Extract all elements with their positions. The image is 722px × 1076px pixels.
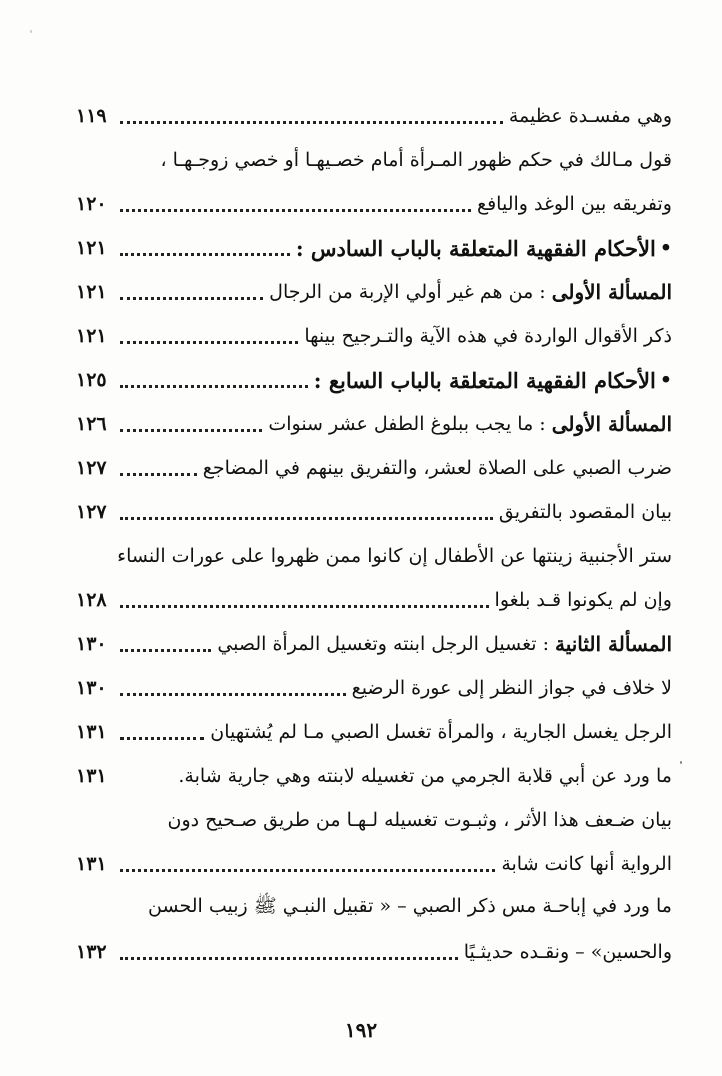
entry-text: ذكر الأقوال الواردة في هذه الآية والتـرجيح بينها bbox=[304, 325, 672, 347]
page-number: ١٢١ bbox=[76, 281, 107, 303]
page-number: ١٢٧ bbox=[76, 501, 107, 523]
section-heading-text: الأحكام الفقهية المتعلقة بالباب السادس : bbox=[295, 235, 656, 261]
toc-entry bbox=[76, 668, 672, 708]
entry-text: ما ورد في إباحـة مس ذكر الصبي – « تقبيل النبـي ﷺ زبيب الحسن bbox=[148, 895, 672, 917]
entry-text: وتفريقه بين الوغد واليافع bbox=[476, 193, 672, 215]
page-number: ١٢٦ bbox=[76, 413, 107, 435]
leader-gap bbox=[120, 781, 172, 784]
dot-leader bbox=[120, 517, 493, 520]
toc-entry bbox=[76, 184, 672, 224]
dot-leader bbox=[120, 693, 346, 696]
entry-text: : تغسيل الرجل ابنته وتغسيل المرأة الصبي bbox=[217, 633, 549, 655]
bullet-icon: • bbox=[659, 237, 672, 259]
print-speck bbox=[30, 30, 32, 33]
entry-text: الرواية أنها كانت شابة bbox=[501, 853, 672, 875]
toc-entry bbox=[76, 580, 672, 620]
toc-entry bbox=[76, 800, 672, 840]
entry-text: وهي مفسـدة عظيمة bbox=[508, 105, 672, 127]
entry-text: الرجل يغسل الجارية ، والمرأة تغسل الصبي مـا لم يُشتهيان bbox=[210, 721, 672, 743]
dot-leader bbox=[120, 605, 489, 608]
dot-leader bbox=[120, 649, 211, 652]
page-number: ١٢٠ bbox=[76, 193, 107, 215]
toc-entry bbox=[76, 888, 672, 928]
dot-leader bbox=[120, 473, 197, 476]
dot-leader bbox=[120, 385, 308, 388]
entry-text: : من هم غير أولي الإربة من الرجال bbox=[269, 281, 546, 303]
toc-entry bbox=[76, 536, 672, 576]
dot-leader bbox=[120, 957, 458, 960]
toc-entry bbox=[76, 448, 672, 488]
toc-entry bbox=[76, 404, 672, 444]
entry-text: قول مـالك في حكم ظهور المـرأة أمام خصـيهـا أو خصي زوجـهـا ، bbox=[160, 149, 672, 171]
page-number: ١٣١ bbox=[76, 765, 107, 787]
toc-entry bbox=[76, 272, 672, 312]
entry-text: ضرب الصبي على الصلاة لعشر، والتفريق بينهم في المضاجع bbox=[202, 457, 672, 479]
section-heading-text: الأحكام الفقهية المتعلقة بالباب السابع : bbox=[313, 367, 656, 393]
issue-label: المسألة الأولى bbox=[551, 280, 672, 304]
issue-label: المسألة الأولى bbox=[551, 412, 672, 436]
entry-text: ما ورد عن أبي قلابة الجرمي من تغسيله لابنته وهي جارية شابة. bbox=[178, 765, 672, 787]
toc-entry bbox=[76, 316, 672, 356]
print-speck bbox=[680, 761, 682, 764]
page-number: ١١٩ bbox=[76, 105, 107, 127]
page-number: ١٢١ bbox=[76, 325, 107, 347]
page-number: ١٢١ bbox=[76, 237, 107, 259]
toc-entry bbox=[76, 844, 672, 884]
dot-leader bbox=[120, 297, 263, 300]
entry-text: بيان المقصود بالتفريق bbox=[498, 501, 672, 523]
dot-leader bbox=[120, 429, 262, 432]
page-number: ١٣٢ bbox=[76, 941, 107, 963]
dot-leader bbox=[120, 341, 298, 344]
toc-entry bbox=[76, 756, 672, 796]
dot-leader bbox=[120, 869, 495, 872]
toc-entry bbox=[76, 96, 672, 136]
entry-text: لا خلاف في جواز النظر إلى عورة الرضيع bbox=[351, 677, 672, 699]
entry-text: ستر الأجنبية زينتها عن الأطفال إن كانوا ممن ظهروا على عورات النساء bbox=[117, 545, 672, 567]
issue-label: المسألة الثانية bbox=[554, 632, 672, 656]
page-number: ١٣٠ bbox=[76, 677, 107, 699]
toc-entry bbox=[76, 492, 672, 532]
page-number: ١٢٥ bbox=[76, 369, 107, 391]
toc-section-heading bbox=[76, 360, 672, 400]
page-number: ١٣١ bbox=[76, 853, 107, 875]
entry-text: والحسين» – ونقـده حديثـيًا bbox=[463, 941, 672, 963]
page-number: ١٣١ bbox=[76, 721, 107, 743]
dot-leader bbox=[120, 209, 471, 212]
dot-leader bbox=[120, 121, 503, 124]
dot-leader bbox=[120, 253, 290, 256]
toc-entry bbox=[76, 624, 672, 664]
page-number: ١٣٠ bbox=[76, 633, 107, 655]
entry-text: بيان ضـعف هذا الأثر ، وثبـوت تغسيله لـهـا من طريق صـحيح دون bbox=[167, 809, 672, 831]
toc-entry bbox=[76, 932, 672, 972]
page-folio-number: ١٩٢ bbox=[344, 1018, 378, 1042]
bullet-icon: • bbox=[659, 369, 672, 391]
page-number: ١٢٨ bbox=[76, 589, 107, 611]
entry-text: : ما يجب ببلوغ الطفل عشر سنوات bbox=[268, 413, 546, 435]
dot-leader bbox=[120, 737, 204, 740]
toc-section-heading bbox=[76, 228, 672, 268]
toc-entry bbox=[76, 140, 672, 180]
toc-entry bbox=[76, 712, 672, 752]
entry-text: وإن لم يكونوا قـد بلغوا bbox=[494, 589, 672, 611]
page-number: ١٢٧ bbox=[76, 457, 107, 479]
